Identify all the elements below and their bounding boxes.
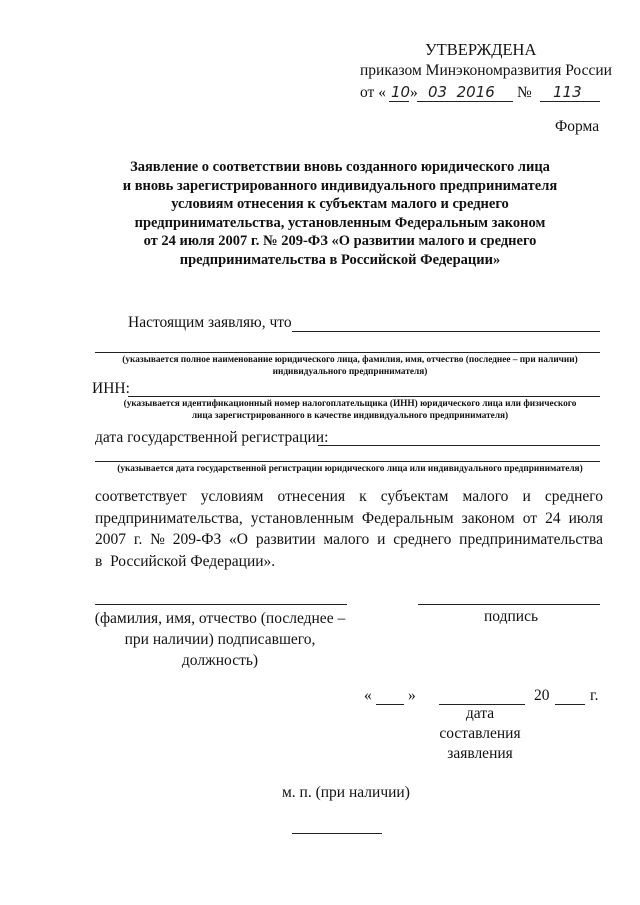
signer-caption-line: должность) xyxy=(181,652,259,669)
paragraph-line: соответствует условиям отнесения к субъектам малого и среднего xyxy=(95,488,603,505)
signer-name-field[interactable] xyxy=(95,604,347,605)
registration-label: дата государственной регистрации: xyxy=(95,429,329,446)
stamp-field[interactable] xyxy=(292,833,382,834)
signer-caption-line: (фамилия, имя, отчество (последнее – xyxy=(94,610,346,627)
inn-label: ИНН: xyxy=(92,380,130,397)
approval-number-sign: № xyxy=(517,84,532,101)
approval-number-line xyxy=(540,101,600,102)
title-line: предпринимательства, установленным Федеральным законом xyxy=(134,214,546,231)
approval-month-year-line xyxy=(417,101,513,102)
approval-date-prefix: от « xyxy=(360,84,386,101)
approval-day-line xyxy=(389,101,409,102)
date-caption xyxy=(430,704,530,764)
approval-month-year-value: 03 2016 xyxy=(428,83,495,101)
date-open-quote: « xyxy=(364,687,372,704)
registration-note: (указывается дата государственной регистрации юридического лица или индивидуального предпринимателя) xyxy=(117,464,583,474)
company-name-note xyxy=(80,354,620,378)
paragraph-line: 2007 г. № 209-ФЗ «О развитии малого и среднего предпринимательства xyxy=(95,531,603,548)
date-close-quote: » xyxy=(408,687,416,704)
inn-note xyxy=(80,398,620,422)
note-line: (указывается полное наименование юридического лица, фамилия, имя, отчество (последнее – при наличии) xyxy=(122,355,578,365)
title-line: предпринимательства в Российской Федерации» xyxy=(179,251,501,268)
title-line: от 24 июля 2007 г. № 209-ФЗ «О развитии малого и среднего xyxy=(143,233,537,249)
stamp-label: м. п. (при наличии) xyxy=(282,784,410,801)
date-year-suffix: г. xyxy=(590,687,599,704)
approval-order-line: приказом Минэкономразвития России xyxy=(360,62,612,79)
date-year-prefix: 20 xyxy=(534,687,550,704)
company-name-field-line2[interactable] xyxy=(95,352,600,353)
title-line: и вновь зарегистрированного индивидуального предпринимателя xyxy=(122,177,558,194)
date-year-field[interactable] xyxy=(555,704,585,705)
date-caption-line: составления xyxy=(439,725,521,742)
registration-date-field[interactable] xyxy=(318,445,600,446)
note-line: лица зарегистрированного в качестве индивидуального предпринимателя) xyxy=(191,411,509,421)
compliance-paragraph xyxy=(95,486,603,572)
signer-caption xyxy=(90,608,350,671)
approval-number-value: 113 xyxy=(553,83,582,101)
date-caption-line: заявления xyxy=(447,745,513,762)
document-title xyxy=(80,158,600,269)
note-line: (указывается идентификационный номер налогоплательщика (ИНН) юридического лица или физического xyxy=(123,399,577,409)
signer-caption-line: при наличии) подписавшего, xyxy=(124,631,316,648)
form-label: Форма xyxy=(555,118,600,135)
title-line: условиям отнесения к субъектам малого и среднего xyxy=(171,196,509,212)
registration-date-field-line2[interactable] xyxy=(95,461,600,462)
company-name-field[interactable] xyxy=(292,331,600,332)
paragraph-line: в Российской Федерации». xyxy=(95,552,276,570)
approval-date-close: » xyxy=(410,84,418,101)
date-day-field[interactable] xyxy=(376,704,404,705)
approval-day-value: 10 xyxy=(391,83,411,101)
signature-label: подпись xyxy=(484,608,539,625)
inn-field[interactable] xyxy=(128,396,600,397)
date-caption-line: дата xyxy=(465,705,495,722)
note-line: индивидуального предпринимателя) xyxy=(272,367,428,377)
declaration-lead: Настоящим заявляю, что xyxy=(128,314,292,331)
paragraph-line: предпринимательства, установленным Федеральным законом от 24 июля xyxy=(95,509,603,527)
approval-heading: УТВЕРЖДЕНА xyxy=(425,40,537,59)
title-line: Заявление о соответствии вновь созданного юридического лица xyxy=(130,159,550,175)
signature-field[interactable] xyxy=(418,604,600,605)
